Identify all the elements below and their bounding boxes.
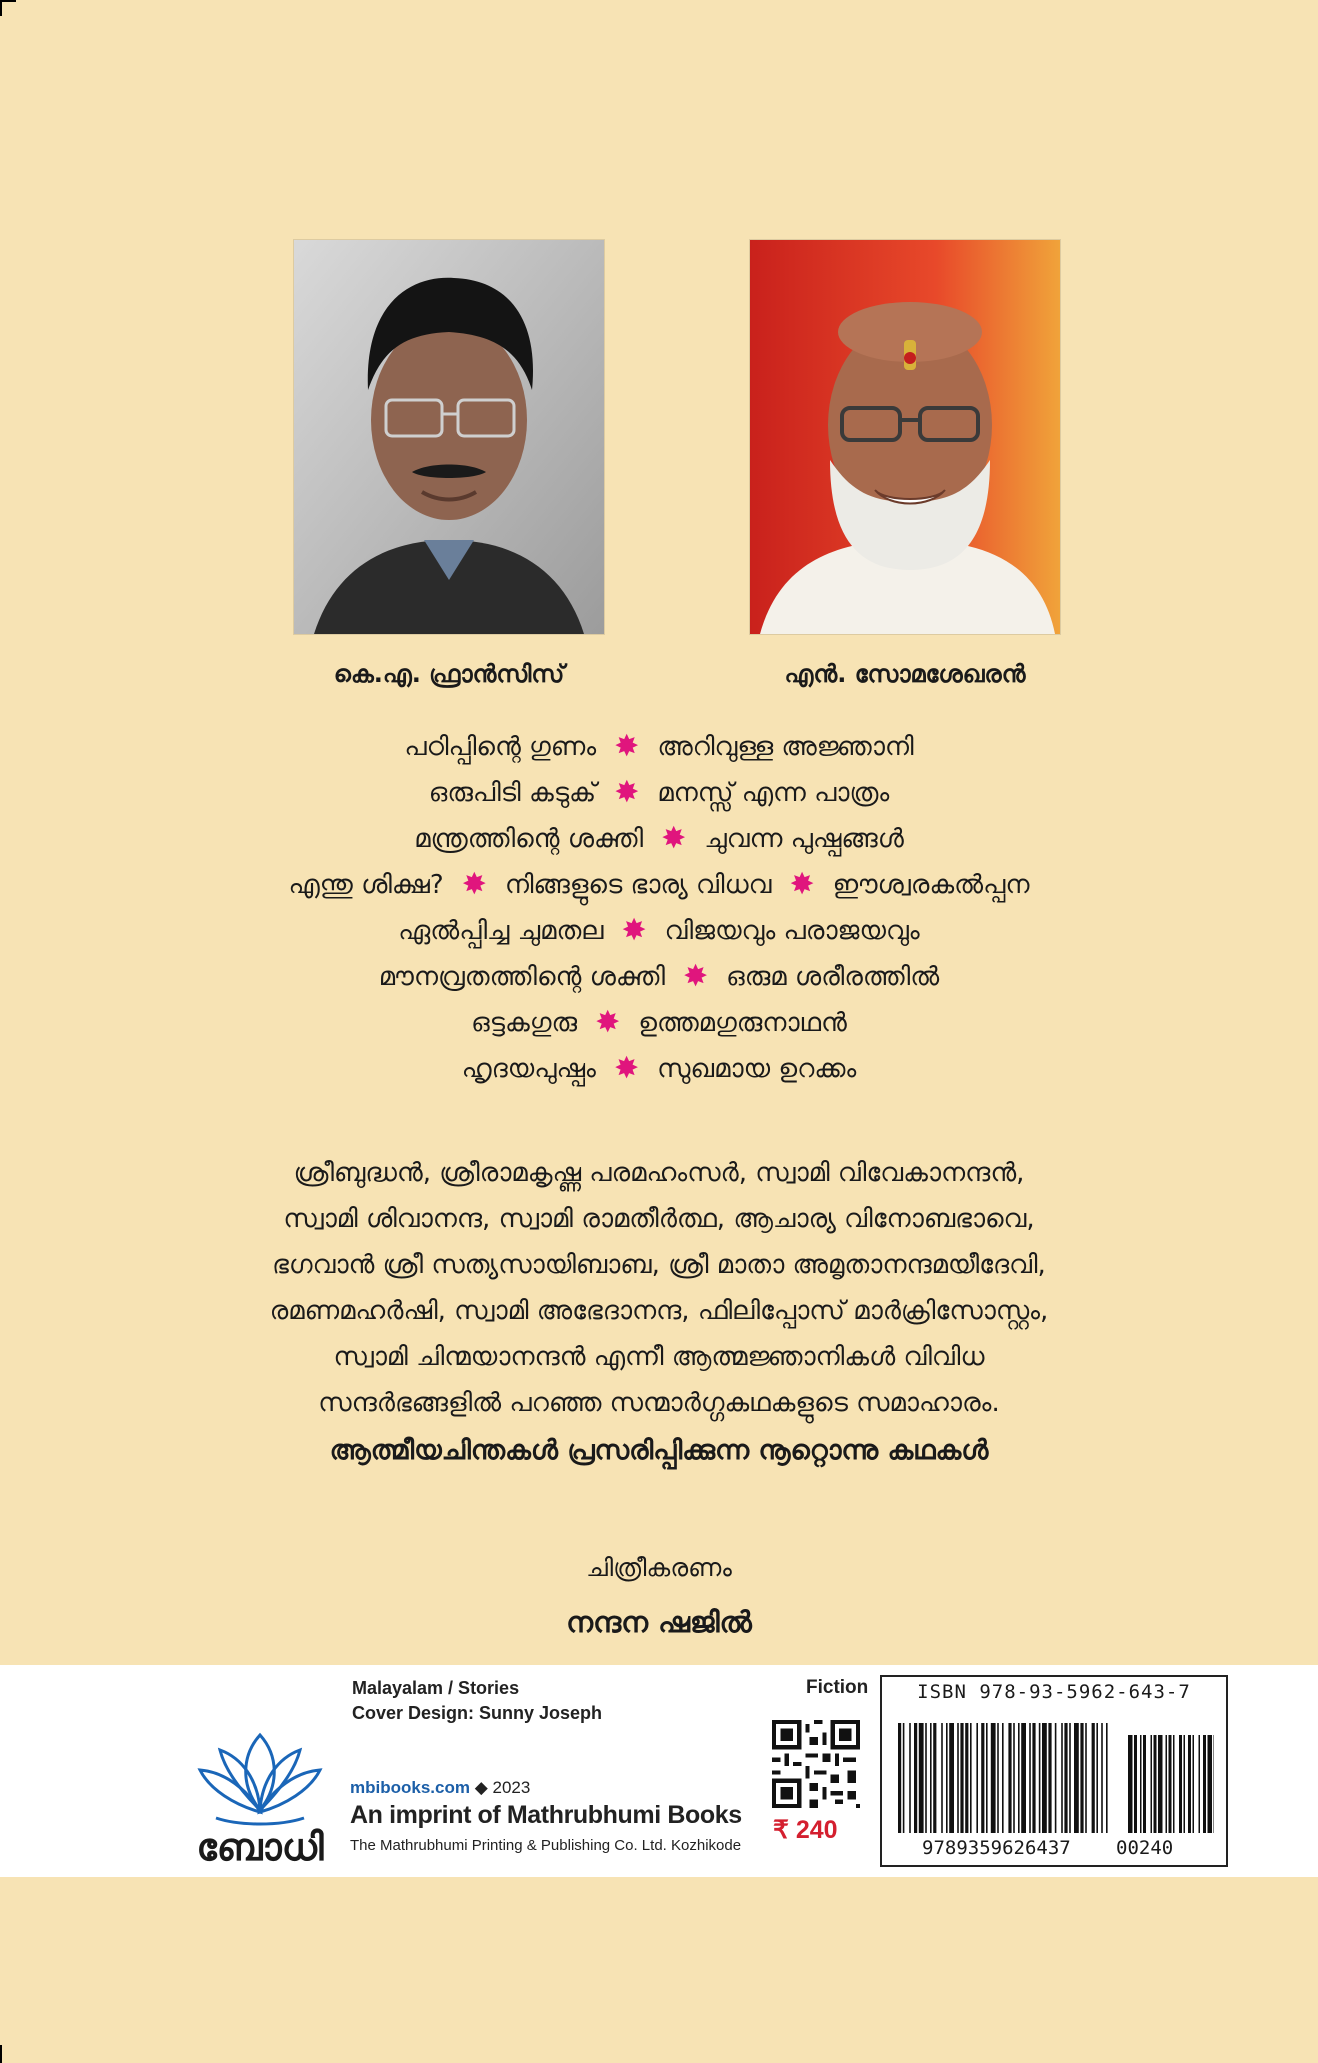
isbn-barcode-box [880, 1675, 1228, 1867]
barcode-addon-bar [1193, 1735, 1195, 1833]
barcode-bar [1069, 1723, 1071, 1833]
barcode-addon-bar [1143, 1735, 1146, 1833]
barcode-addon-bar [1179, 1735, 1182, 1833]
story-row [0, 862, 1318, 908]
star-burst-icon: ✸ [661, 821, 687, 856]
publication-year: 2023 [492, 1778, 531, 1797]
barcode-addon-number: 00240 [1116, 1837, 1174, 1859]
barcode-bar [1096, 1723, 1098, 1833]
story-title: മന്ത്രത്തിന്റെ ശക്തി [414, 823, 644, 854]
star-burst-icon: ✸ [621, 913, 647, 948]
story-row [0, 770, 1318, 816]
barcode-bar [1013, 1723, 1015, 1833]
barcode-bar [949, 1723, 954, 1833]
description-line: ഭഗവാൻ ശ്രീ സത്യസായിബാബ, ശ്രീ മാതാ അമൃതാനന്ദമയീദേവി, [272, 1250, 1046, 1280]
barcode-bar [1055, 1723, 1057, 1833]
barcode-bar [941, 1723, 943, 1833]
barcode-bar [981, 1723, 984, 1833]
logo-text: ബോധി [196, 1825, 324, 1869]
author-name-right: എൻ. സോമശേഖരൻ [784, 660, 1026, 688]
barcode-bar [1080, 1723, 1083, 1833]
company-name: The Mathrubhumi Printing & Publishing Co. Ltd. Kozhikode [350, 1837, 742, 1854]
barcode-addon-bar [1128, 1735, 1133, 1833]
barcode-addon-bar [1199, 1735, 1201, 1833]
barcode-addon-bar [1154, 1735, 1157, 1833]
star-burst-icon: ✸ [614, 729, 640, 764]
barcode-number: 9789359626437 [922, 1837, 1071, 1859]
story-title: വിജയവും പരാജയവും [664, 915, 920, 946]
barcode-bar [909, 1723, 911, 1833]
separator-diamond: ◆ [474, 1778, 488, 1797]
story-row [0, 908, 1318, 954]
lotus-logo-icon [180, 1730, 340, 1870]
barcode-bar [1085, 1723, 1087, 1833]
barcode-bar [914, 1723, 917, 1833]
genre-label: Malayalam / Stories [352, 1678, 520, 1698]
book-description [180, 1150, 1138, 1426]
qr-code-icon [772, 1720, 860, 1808]
story-title: പഠിപ്പിന്റെ ഗുണം [404, 731, 597, 762]
website-link[interactable]: mbibooks.com [350, 1778, 470, 1797]
barcode-addon-bar [1214, 1735, 1215, 1833]
barcode-addon-bar [1134, 1735, 1137, 1833]
description-line: സന്ദർഭങ്ങളിൽ പറഞ്ഞ സന്മാർഗ്ഗകഥകളുടെ സമാഹാരം. [318, 1388, 1000, 1418]
tagline: ആത്മീയചിന്തകൾ പ്രസരിപ്പിക്കുന്ന നൂറ്റൊന്നു കഥകൾ [329, 1435, 989, 1466]
barcode-addon-bar [1158, 1735, 1163, 1833]
isbn-label: ISBN 978-93-5962-643-7 [917, 1681, 1191, 1703]
illustrator-name: നന്ദന ഷജിൽ [566, 1605, 752, 1639]
story-row [0, 724, 1318, 770]
story-row [0, 1046, 1318, 1092]
barcode-bar [991, 1723, 996, 1833]
description-line: ശ്രീബുദ്ധൻ, ശ്രീരാമകൃഷ്ണ പരമഹംസർ, സ്വാമി വിവേകാനന്ദൻ, [293, 1158, 1025, 1188]
barcode-bar [1008, 1723, 1011, 1833]
barcode-bar [898, 1723, 901, 1833]
story-title: മൗനവ്രതത്തിന്റെ ശക്തി [378, 961, 665, 992]
barcode-bar [919, 1723, 924, 1833]
barcode-addon-bar [1184, 1735, 1186, 1833]
barcode-icon [898, 1723, 1214, 1833]
barcode-bar [1039, 1723, 1041, 1833]
story-title: നിങ്ങളുടെ ഭാര്യ വിധവ [504, 869, 772, 900]
illustration-label: ചിത്രീകരണം [586, 1553, 732, 1582]
crop-mark [0, 0, 2, 16]
story-title: ചുവന്ന പുഷ്പങ്ങൾ [704, 823, 904, 854]
barcode-bar [960, 1723, 963, 1833]
publisher-website [350, 1778, 530, 1798]
story-row [0, 1000, 1318, 1046]
author-portrait-right [750, 240, 1060, 634]
cover-design-credit: Cover Design: Sunny Joseph [352, 1703, 603, 1723]
barcode-bar [1032, 1723, 1035, 1833]
description-line: സ്വാമി ശിവാനന്ദ, സ്വാമി രാമതീർത്ഥ, ആചാര്യ വിനോബഭാവെ, [283, 1204, 1035, 1234]
story-title: ഏൽപ്പിച്ച ചുമതല [398, 915, 604, 946]
barcode-bar [1048, 1723, 1051, 1833]
story-title: ഒട്ടകഗുരു [471, 1007, 578, 1038]
story-title: എന്തു ശിക്ഷ? [288, 869, 444, 900]
story-row [0, 816, 1318, 862]
star-burst-icon: ✸ [789, 867, 815, 902]
barcode-bar [976, 1723, 978, 1833]
barcode-bar [1064, 1723, 1067, 1833]
barcode-bar [1042, 1723, 1047, 1833]
price-tag: ₹ 240 [773, 1816, 838, 1844]
crop-mark [0, 2045, 2, 2063]
barcode-bar [1101, 1723, 1103, 1833]
barcode-addon-bar [1140, 1735, 1142, 1833]
barcode-bar [1106, 1723, 1108, 1833]
barcode-bar [965, 1723, 968, 1833]
barcode-bar [1061, 1723, 1063, 1833]
barcode-addon-bar [1208, 1735, 1213, 1833]
barcode-bar [1029, 1723, 1031, 1833]
description-line: രമണമഹർഷി, സ്വാമി അഭേദാനന്ദ, ഫിലിപ്പോസ് മാർക്രിസോസ്റ്റം, [269, 1296, 1049, 1326]
story-title: ഈശ്വരകൽപ്പന [832, 869, 1030, 900]
barcode-bar [1018, 1723, 1020, 1833]
star-burst-icon: ✸ [613, 1051, 640, 1086]
barcode-bar [946, 1723, 948, 1833]
barcode-bar [1021, 1723, 1026, 1833]
imprint-line: An imprint of Mathrubhumi Books [350, 1801, 742, 1829]
barcode-bar [1002, 1723, 1004, 1833]
story-title: ഒരുമ ശരീരത്തിൽ [726, 961, 940, 992]
star-burst-icon: ✸ [683, 959, 709, 994]
barcode-bar [933, 1723, 936, 1833]
barcode-bar [930, 1723, 932, 1833]
story-title: ഉത്തമഗുരുനാഥൻ [638, 1007, 847, 1038]
barcode-addon-bar [1151, 1735, 1153, 1833]
barcode-bar [1074, 1723, 1079, 1833]
story-title: അറിവുള്ള അജ്ഞാനി [657, 731, 914, 762]
star-burst-icon: ✸ [614, 775, 640, 810]
story-title: ഹൃദയപുഷ്പം [461, 1053, 596, 1084]
barcode-addon-bar [1188, 1735, 1191, 1833]
barcode-bar [970, 1723, 972, 1833]
story-list [0, 724, 1318, 1092]
story-title: ഒരുപിടി കടുക് [428, 777, 597, 808]
publisher-footer [0, 1665, 1318, 1877]
barcode-bar [1092, 1723, 1095, 1833]
category-label: Fiction [806, 1677, 869, 1698]
story-title: സുഖമായ ഉറക്കം [657, 1053, 857, 1084]
star-burst-icon: ✸ [461, 867, 487, 902]
barcode-bar [957, 1723, 959, 1833]
barcode-addon-bar [1169, 1735, 1172, 1833]
barcode-bar [986, 1723, 988, 1833]
star-burst-icon: ✸ [595, 1005, 621, 1040]
author-photo-right [750, 240, 1060, 634]
story-title: മനസ്സ് എന്ന പാത്രം [657, 777, 890, 808]
description-line: സ്വാമി ചിന്മയാനന്ദൻ എന്നീ ആത്മജ്ഞാനികൾ വിവിധ [333, 1342, 985, 1372]
barcode-bar [997, 1723, 999, 1833]
barcode-bar [903, 1723, 905, 1833]
crop-mark [0, 0, 16, 2]
barcode-bar [925, 1723, 927, 1833]
author-photo-left [294, 240, 604, 634]
barcode-addon-bar [1166, 1735, 1168, 1833]
story-row [0, 954, 1318, 1000]
barcode-addon-bar [1173, 1735, 1175, 1833]
barcode-addon-bar [1203, 1735, 1206, 1833]
author-portrait-left [294, 240, 604, 634]
author-name-left: കെ.എ. ഫ്രാൻസിസ് [333, 660, 565, 688]
